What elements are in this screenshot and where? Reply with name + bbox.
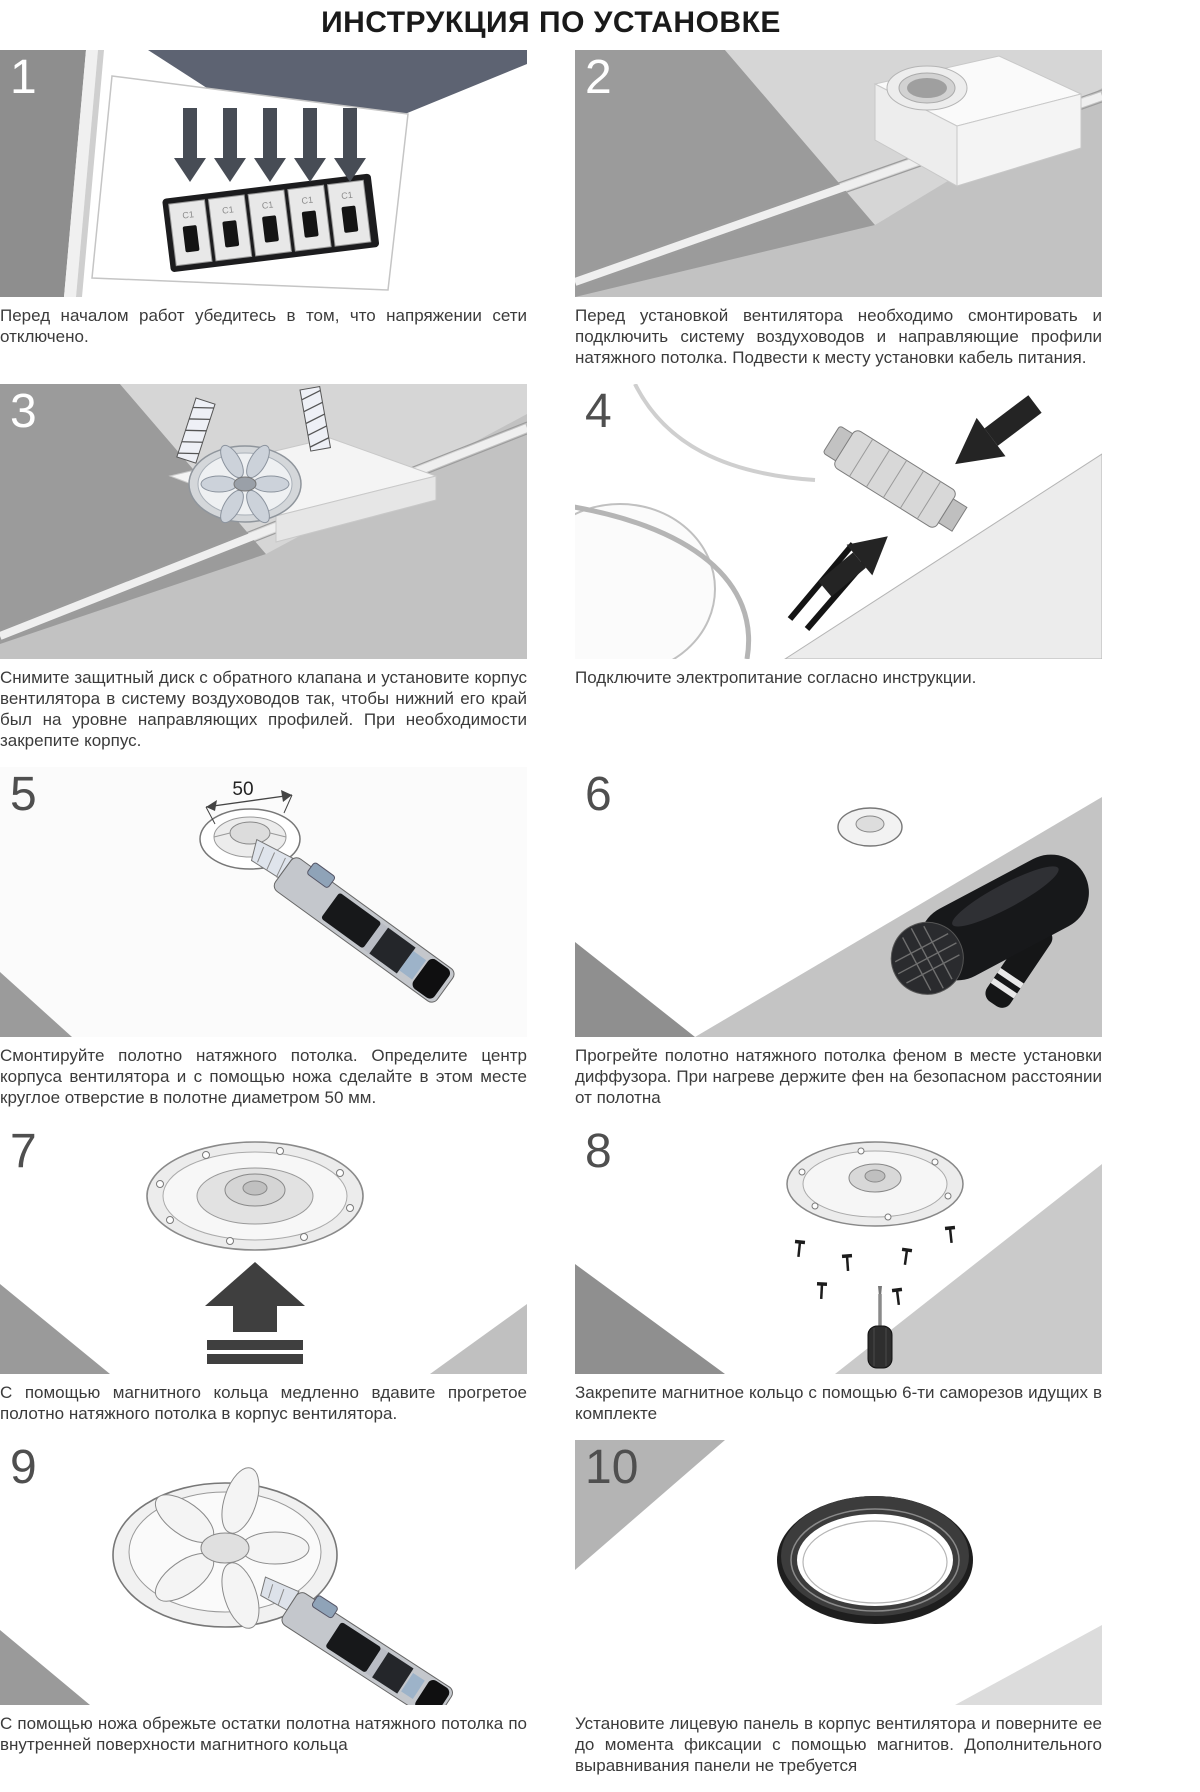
step-number: 3 (10, 385, 37, 438)
wiring-connection-illustration (575, 384, 1102, 659)
breaker-label: C1 (261, 199, 274, 211)
step-9-figure (0, 1440, 527, 1705)
step-8 (575, 1124, 1102, 1440)
step-5-figure (0, 767, 527, 1037)
instruction-page (0, 6, 1200, 1792)
press-ring-illustration (0, 1124, 527, 1374)
step-6-figure (575, 767, 1102, 1037)
step-number: 5 (10, 768, 37, 821)
step-2-figure (575, 50, 1102, 297)
step-4 (575, 384, 1102, 767)
breaker-label: C1 (340, 189, 354, 202)
magnetic-ring-icon (147, 1142, 363, 1250)
duct-housing-illustration (575, 50, 1102, 297)
breaker-label: C1 (181, 209, 195, 221)
step-5 (0, 767, 527, 1124)
step-caption: Закрепите магнитное кольцо с помощью 6-ти саморезов идущих в комплекте (575, 1383, 1102, 1423)
breaker-panel-illustration (0, 50, 527, 297)
front-panel-ring-icon (777, 1496, 973, 1624)
fan-body-install-illustration (0, 384, 527, 659)
step-caption: Снимите защитный диск с обратного клапана и установите корпус вентилятора в систему воздуховодов так, чтобы нижний его край был на уровне направляющих профилей. При необходимости закрепите корпус. (0, 668, 527, 750)
step-number: 9 (10, 1441, 37, 1494)
fix-ring-illustration (575, 1124, 1102, 1374)
step-caption: Установите лицевую панель в корпус вентилятора и поверните ее до момента фиксации с помощью магнитов. Дополнительного выравнивания панели не требуется (575, 1714, 1102, 1775)
step-number: 7 (10, 1125, 37, 1178)
page-title: ИНСТРУКЦИЯ ПО УСТАНОВКЕ (321, 6, 781, 39)
step-1 (0, 50, 527, 384)
dimension-label: 50 (232, 779, 254, 800)
step-number: 1 (10, 51, 37, 104)
step-3 (0, 384, 527, 767)
step-caption: Смонтируйте полотно натяжного потолка. Определите центр корпуса вентилятора и с помощью ножа сделайте в этом месте круглое отверстие в полотне диаметром 50 мм. (0, 1046, 527, 1107)
step-3-figure (0, 384, 527, 659)
step-caption: Подключите электропитание согласно инструкции. (575, 668, 977, 687)
step-caption: Перед установкой вентилятора необходимо смонтировать и подключить систему воздуховодов и направляющие профили натяжного потолка. Подвести к месту установки кабель питания. (575, 306, 1102, 367)
step-6 (575, 767, 1102, 1124)
breaker-label: C1 (221, 204, 235, 216)
step-2 (575, 50, 1102, 384)
step-7-figure (0, 1124, 527, 1374)
breaker-label: C1 (300, 194, 314, 206)
diffuser-icon (838, 808, 902, 846)
cut-hole-illustration (0, 767, 527, 1037)
trim-fabric-illustration (0, 1440, 527, 1705)
step-number: 6 (585, 768, 612, 821)
step-8-figure (575, 1124, 1102, 1374)
step-4-figure (575, 384, 1102, 659)
step-10-figure (575, 1440, 1102, 1705)
step-caption: С помощью ножа обрежьте остатки полотна натяжного потолка по внутренней поверхности магнитного кольца (0, 1714, 527, 1754)
step-caption: Перед началом работ убедитесь в том, что напряжении сети отключено. (0, 306, 527, 346)
step-10 (575, 1440, 1102, 1792)
step-number: 2 (585, 51, 612, 104)
step-caption: С помощью магнитного кольца медленно вдавите прогретое полотно натяжного потолка в корпус вентилятора. (0, 1383, 527, 1423)
step-7 (0, 1124, 527, 1440)
step-9 (0, 1440, 527, 1792)
front-panel-illustration (575, 1440, 1102, 1705)
step-number: 4 (585, 385, 612, 438)
steps-grid (0, 50, 1102, 1792)
step-number: 10 (585, 1441, 639, 1494)
step-number: 8 (585, 1125, 612, 1178)
heat-gun-illustration (575, 767, 1102, 1037)
magnetic-ring-icon (787, 1142, 963, 1226)
step-1-figure (0, 50, 527, 297)
step-caption: Прогрейте полотно натяжного потолка феном в месте установки диффузора. При нагреве держите фен на безопасном расстоянии от полотна (575, 1046, 1102, 1107)
